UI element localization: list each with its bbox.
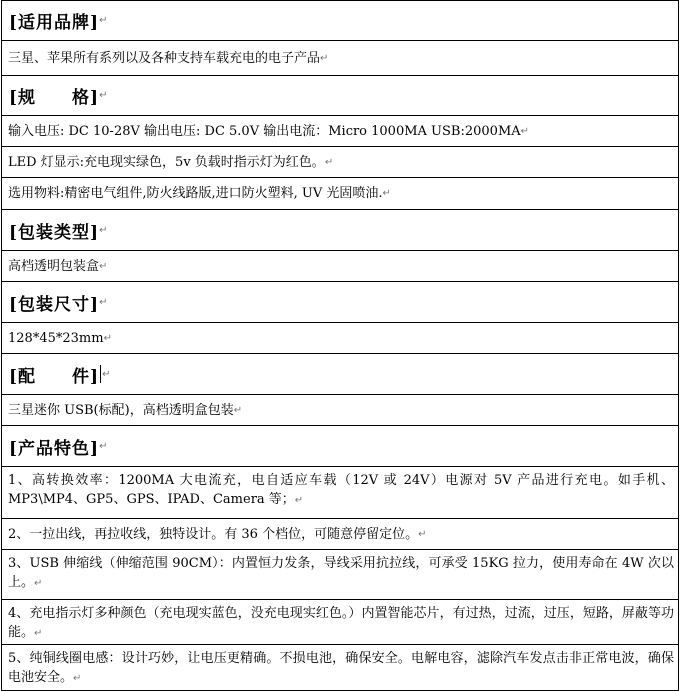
feature-item-5: 5、纯铜线圈电感：设计巧妙，让电压更精确。不损电池，确保安全。电解电容，滤除汽车发点击非正常电波，确保电池安全。↵ (1, 645, 679, 691)
paragraph-mark: ↵ (99, 15, 109, 26)
feature-item-2: 2、一拉出线，再拉收线，独特设计。有 36 个档位，可随意停留定位。 ↵ (1, 519, 679, 550)
section-heading-packaging-type: [包装类型] ↵ (1, 210, 679, 251)
section-heading-packaging-size: [包装尺寸] ↵ (1, 282, 679, 323)
specs-row-materials: 选用物料:精密电气组件,防火线路版,进口防火塑料, UV 光固喷油. ↵ (1, 178, 679, 210)
feature-item-1: 1、高转换效率：1200MA 大电流充，电自适应车载（12V 或 24V）电源对 5V 产品进行充电。如手机、MP3\MP4、GP5、GPS、IPAD、Camera 等；↵ (1, 467, 679, 519)
section-heading-accessories: [配 件] ↵ (1, 354, 679, 395)
text-cursor (100, 365, 101, 383)
packaging-type-row: 高档透明包装盒 ↵ (1, 251, 679, 282)
brands-row: 三星、苹果所有系列以及各种支持车载充电的电子产品 ↵ (1, 41, 679, 76)
packaging-size-row: 128*45*23mm ↵ (1, 323, 679, 354)
paragraph-mark: ↵ (99, 90, 109, 101)
accessories-row: 三星迷你 USB(标配)，高档透明盒包装 ↵ (1, 395, 679, 426)
paragraph-mark: ↵ (102, 368, 112, 380)
paragraph-mark: ↵ (34, 578, 43, 589)
feature-item-4: 4、充电指示灯多种颜色（充电现实蓝色，没充电现实红色。）内置智能芯片，有过热，过流，过压，短路，屏蔽等功能。↵ (1, 600, 679, 645)
paragraph-mark: ↵ (233, 404, 243, 416)
paragraph-mark: ↵ (520, 125, 530, 137)
paragraph-mark: ↵ (382, 188, 391, 199)
paragraph-mark: ↵ (418, 528, 427, 540)
feature-item-3: 3、USB 伸缩线（伸缩范围 90CM）：内置恒力发条，导线采用抗拉线，可承受 15KG 拉力，使用寿命在 4W 次以上。↵ (1, 550, 679, 600)
paragraph-mark: ↵ (99, 260, 108, 272)
specs-row-voltage: 输入电压: DC 10-28V 输出电压: DC 5.0V 输出电流：Micro 1000MA USB:2000MA ↵ (1, 116, 679, 147)
section-heading-features: [产品特色] ↵ (1, 426, 679, 467)
paragraph-mark: ↵ (320, 52, 329, 64)
spec-table (1, 0, 679, 691)
paragraph-mark: ↵ (294, 495, 304, 506)
paragraph-mark: ↵ (99, 224, 109, 236)
paragraph-mark: ↵ (99, 296, 109, 308)
paragraph-mark: ↵ (103, 332, 112, 344)
section-heading-specs: [规 格] ↵ (1, 76, 679, 116)
paragraph-mark: ↵ (73, 673, 82, 684)
paragraph-mark: ↵ (34, 628, 43, 639)
paragraph-mark: ↵ (324, 156, 334, 168)
specs-row-led: LED 灯显示:充电现实绿色，5v 负载时指示灯为红色。 ↵ (1, 147, 679, 178)
paragraph-mark: ↵ (99, 440, 109, 452)
section-heading-brands: [适用品牌] ↵ (1, 1, 679, 41)
